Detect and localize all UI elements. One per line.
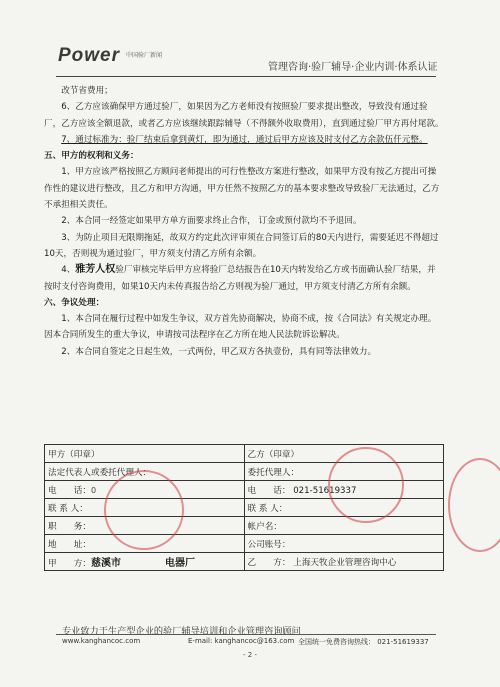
contact-a-label: 联 系 人： [45, 499, 245, 517]
company-logo: Power [58, 45, 121, 66]
contract-body [44, 83, 444, 360]
party-b-name-cell [244, 553, 444, 571]
section-6-heading: 六、争议处理： [44, 297, 105, 308]
section-5-heading: 五、甲方的权利和义务： [44, 151, 139, 162]
tel-b-label: 电 话： [247, 485, 291, 496]
party-a-stamp [104, 470, 184, 550]
section-5-item-4: 4、雅芳人权验厂审核完毕后甲方应将验厂总结报告在10天内转发给乙方或书面确认验厂结果，并按时支付咨询费用，如果10天内未传真报告给乙方则视为验厂通过，甲方须支付清乙方所有余额。 [44, 264, 436, 292]
address-label: 地 址： [45, 535, 245, 553]
footer-email: E-mail: kanghancoc@163.com [188, 637, 295, 645]
party-b-line-label: 乙 方： [247, 557, 291, 568]
clause-6: 6、乙方应该确保甲方通过验厂，如果因为乙方老师没有按照验厂要求提出整改，导致没有通过验厂，乙方应该全额退款，或者乙方应该继续跟踪辅导（不得额外收取费用），直到通过验厂甲方再付尾款。 [44, 102, 444, 129]
party-b-seal-label: 乙方（印章） [244, 445, 444, 463]
clause-7: 7、通过标准为：验厂结束后拿到黄灯，即为通过，通过后甲方应该及时支付乙方余款伍仟元整。 [61, 134, 428, 145]
section-5-item-1: 1、甲方应该严格按照乙方顾问老师提出的可行性整改方案进行整改，如果甲方没有按乙方提出可操作性的建议进行整改，且乙方和甲方沟通，甲方任然不按照乙方的基本要求整改导致验厂无法通过，乙方不承担相关责任。 [44, 167, 440, 211]
party-a-name-cell [45, 553, 245, 571]
footer-divider [56, 634, 436, 635]
section-5-item-2: 2、本合同一经签定如果甲方单方面要求终止合作， 订金或预付款均不予退回。 [61, 216, 362, 227]
contact-b-label: 联 系 人： [244, 499, 444, 517]
company-account-label: 公司账号： [244, 535, 444, 553]
agent-label: 委托代理人： [244, 463, 444, 481]
legal-rep-label: 法定代表人或委托代理人： [45, 463, 245, 481]
tel-a-label: 电 话： [48, 485, 91, 496]
party-a-handwritten-name: 慈溪市 [90, 558, 121, 569]
edge-stamp [448, 458, 500, 552]
party-a-line-label: 甲 方： [48, 559, 91, 569]
position-label: 职 务： [45, 517, 245, 535]
party-b-name: 上海天牧企业管理咨询中心 [293, 557, 397, 568]
clause-text: 改节省费用； [61, 86, 113, 96]
page-number: - 2 - [243, 651, 257, 659]
party-b-stamp [328, 447, 404, 523]
section-6-item-1: 1、本合同在履行过程中如发生争议，双方首先协商解决，协商不成，按《合同法》有关规定办理。因本合同所发生的重大争议，申请按司法程序在乙方所在地人民法院诉讼解决。 [44, 314, 437, 341]
tel-a-value: 0 [90, 485, 97, 495]
section-5-item-4-text: 验厂审核完毕后甲方应将验厂总结报告在10天内转发给乙方或书面确认验厂结果，并按时支付咨询费用，如果10天内未传真报告给乙方则视为验厂通过，甲方须支付清乙方所有余额。 [44, 265, 436, 292]
party-a-handwritten-name-end: 电器厂 [164, 558, 195, 569]
header-divider [56, 76, 436, 77]
page-header [0, 40, 500, 76]
footer-tagline: 专业致力于生产型企业的验厂辅导培训和企业管理咨询顾问 [62, 626, 301, 637]
tel-b-value: 021-51619337 [293, 485, 357, 496]
account-name-label: 帐户名： [244, 517, 444, 535]
footer-hotline: 全国统一免费咨询热线： 021-51619337 [298, 638, 429, 646]
section-6-item-2: 2、本合同自签定之日起生效，一式两份，甲乙双方各执壹份，具有同等法律效力。 [61, 346, 377, 357]
logo-subtitle: 中国验厂新闻 [126, 52, 163, 59]
footer-website: www.kanghancoc.com [62, 637, 141, 645]
party-a-seal-label: 甲方（印章） [45, 445, 245, 463]
section-5-item-3: 3、为防止项目无限期拖延，故双方约定此次评审须在合同签订后的80天内进行，需要延迟不得超过10天，否则视为通过验厂，甲方须支付清乙方所有余额。 [44, 232, 439, 259]
handwritten-insert: 雅芳人权 [75, 264, 116, 276]
header-slogan: 管理咨询·验厂辅导·企业内训·体系认证 [268, 62, 438, 73]
